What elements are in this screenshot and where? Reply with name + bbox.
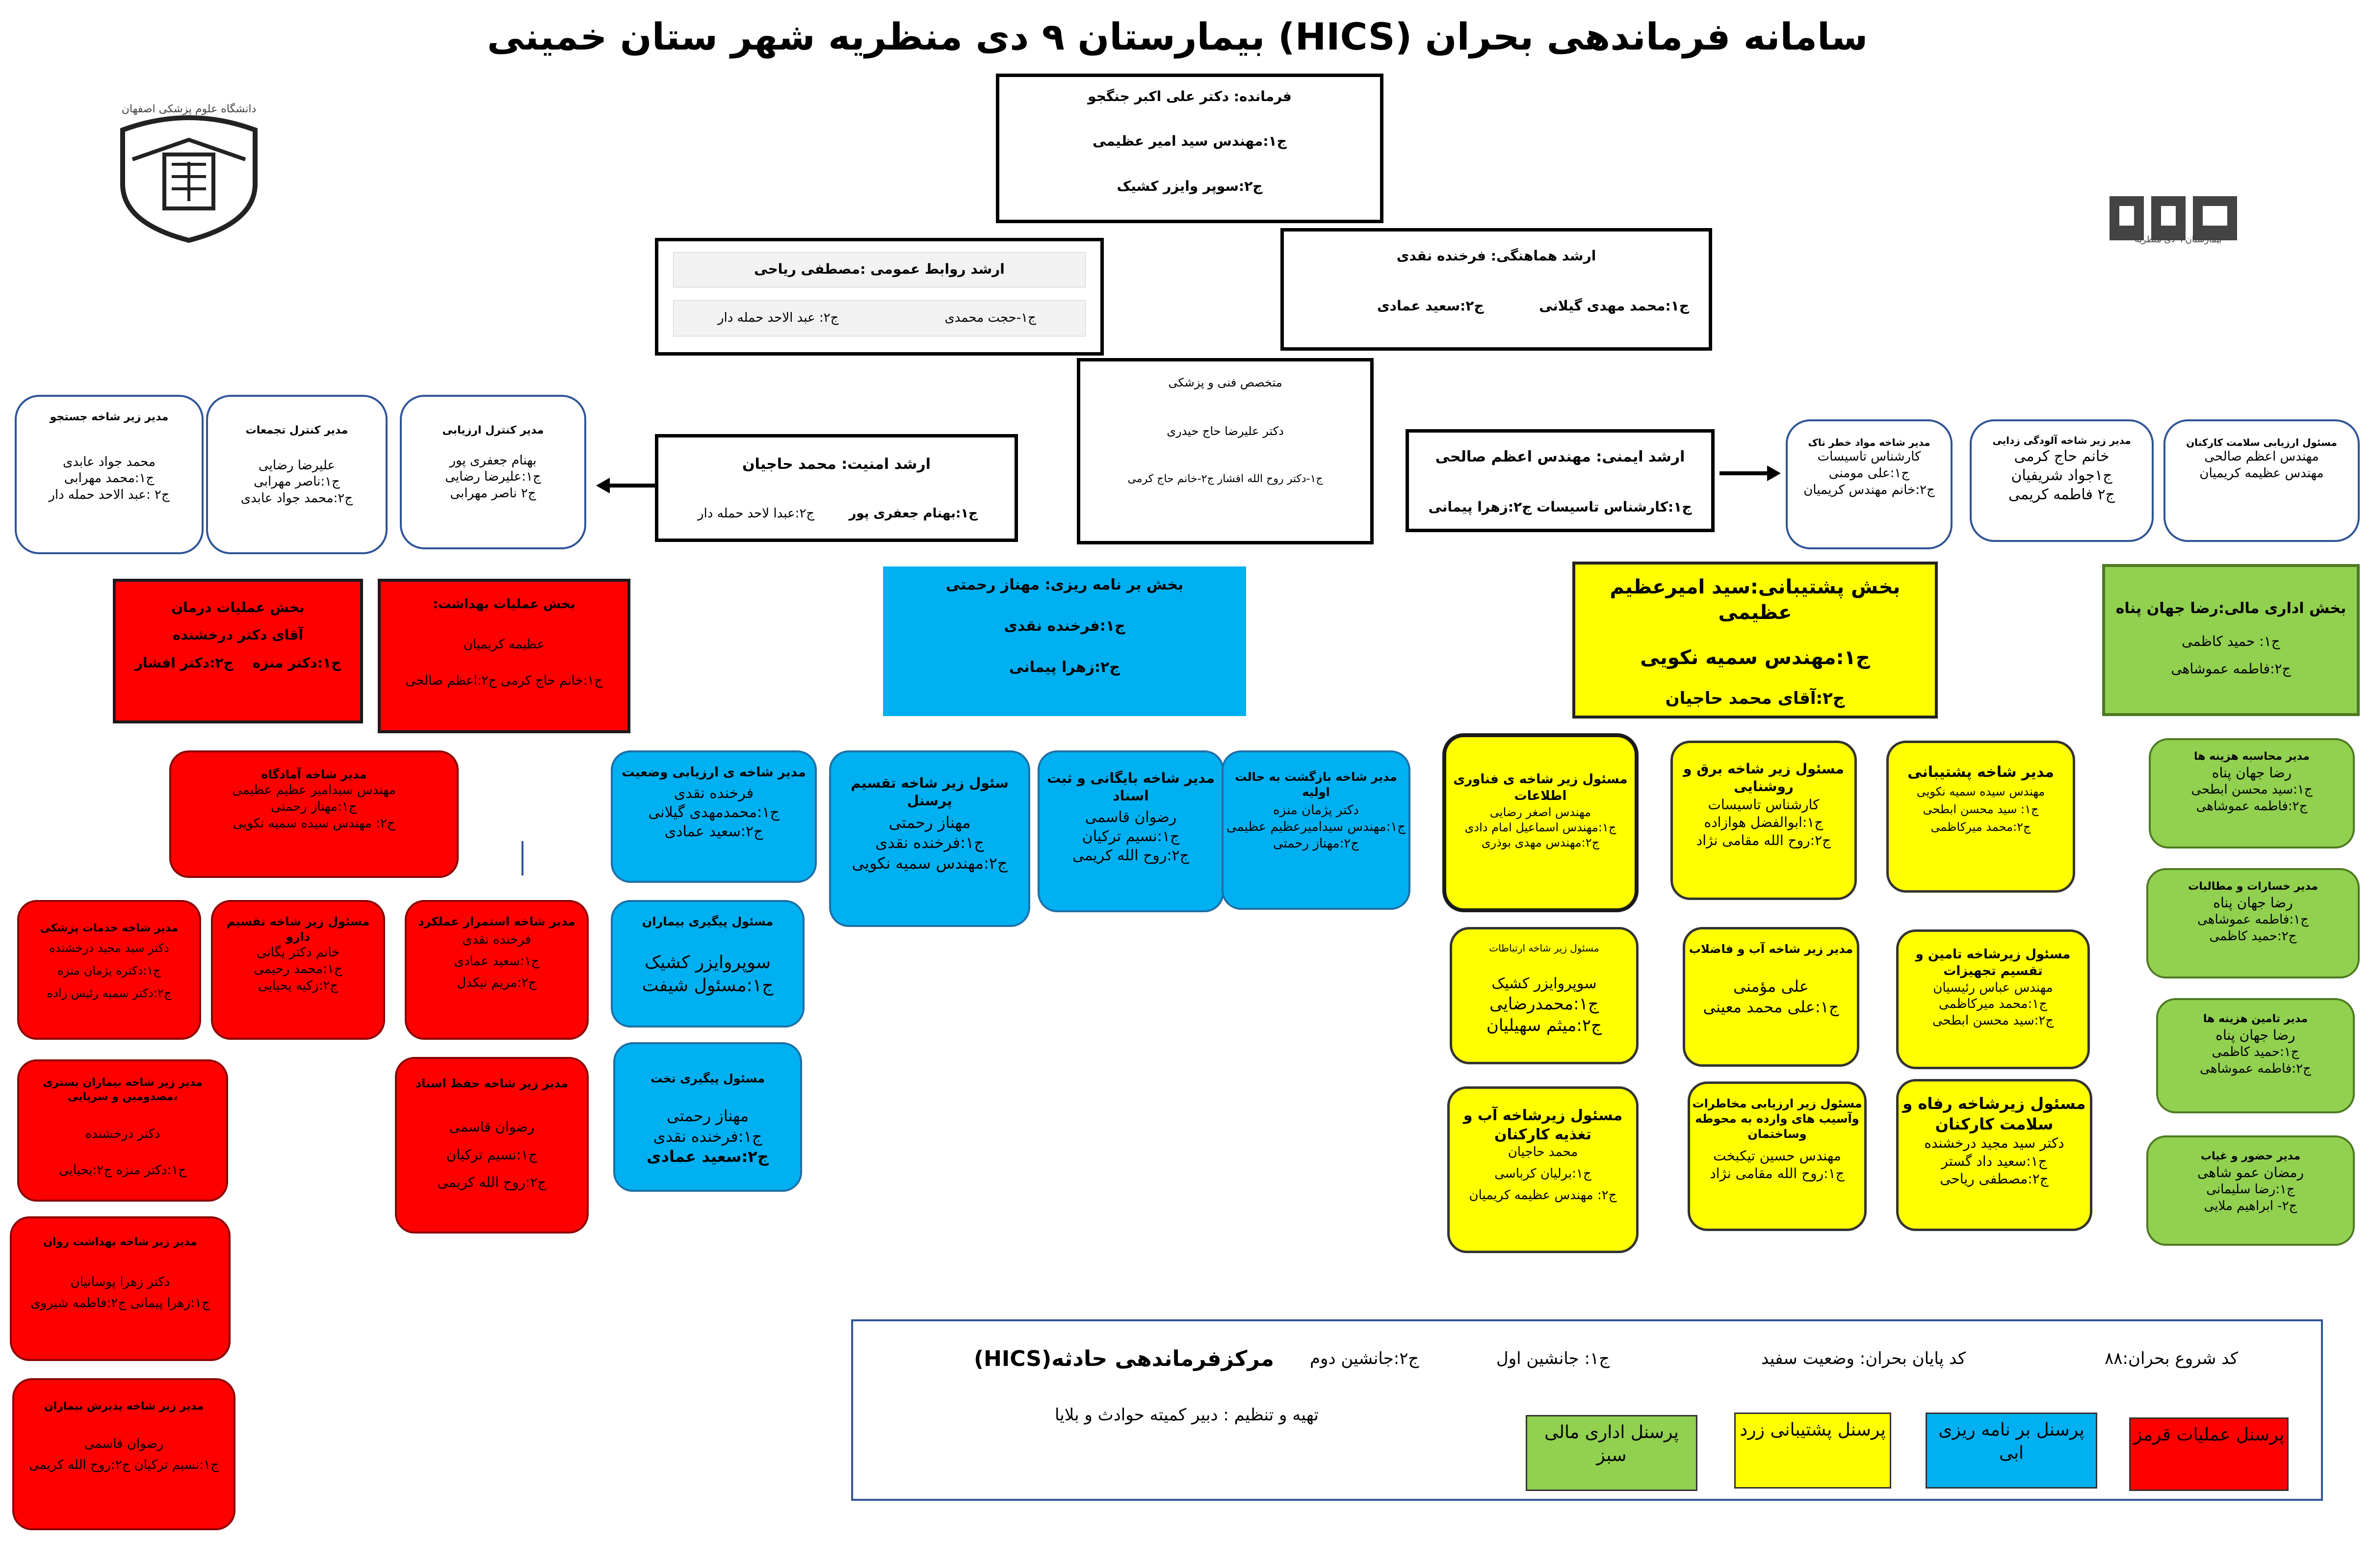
search-subbranch-box bbox=[15, 395, 204, 554]
legend-deputy-2: ج۲:جانشین دوم bbox=[1310, 1349, 1419, 1368]
box-line-3: ج۲:فاطمه عموشاهی bbox=[2196, 798, 2308, 814]
box-line-3: ج۲:مهندس مهدی بوذری bbox=[1481, 835, 1600, 849]
box-line-2: ج۱:مسئول شیفت bbox=[642, 975, 774, 996]
box-line-1: فرخنده نقدی bbox=[674, 784, 754, 802]
public-relations-deputies-bar bbox=[673, 300, 1086, 336]
safety-box bbox=[1406, 429, 1715, 532]
green-box-cost-funding bbox=[2156, 998, 2355, 1113]
box-line-1: مهناز رحمتی bbox=[667, 1106, 749, 1126]
box-title: مدیر کنترل تجمعات bbox=[245, 424, 348, 437]
box-line-3: ج۲:زکیه یحیایی bbox=[258, 978, 339, 993]
box-line-2: ج۱:دکتره پژمان منزه bbox=[57, 963, 161, 977]
box-title: مسئول زیر ارزیابی مخاطرات وآسیب های وارده به محوطه وساختمان bbox=[1692, 1097, 1862, 1141]
legend-admin bbox=[1526, 1415, 1697, 1491]
medical-specialist-box bbox=[1077, 358, 1374, 544]
section-title: بخش پشتیبانی:سید امیرعظیم عظیمی bbox=[1610, 576, 1901, 624]
box-line-2: ج۱:برلیان کرباسی bbox=[1494, 1166, 1591, 1181]
box-line-1: دکتر پژمان منزه bbox=[1273, 803, 1359, 818]
box-title: مدیر زیر شاخه بیماران بستری ،مصدومین و سرپایی bbox=[43, 1077, 203, 1103]
section-deputies: ج۱:خانم حاج کرمی ج۲:اعظم صالحی bbox=[405, 673, 603, 688]
legend-deputy-1: ج۱: جانشین اول bbox=[1496, 1349, 1610, 1368]
red-box-continuity bbox=[405, 900, 589, 1040]
commander-deputy-2: ج۲:سوپر وایزر کشیک bbox=[1117, 178, 1263, 194]
box-title: مدیر تامین هزینه ها bbox=[2203, 1013, 2308, 1025]
box-title: مسئول زیر شاخه تقسیم دارو bbox=[226, 915, 370, 944]
red-box-patient-admission bbox=[12, 1378, 235, 1530]
box-line-2: ج۱:محمد میرکاظمی bbox=[1939, 997, 2047, 1012]
yellow-box-electricity bbox=[1670, 741, 1857, 900]
box-title: مدیر محاسبه هزینه ها bbox=[2194, 750, 2310, 763]
section-head: عظیمه کریمیان bbox=[463, 637, 545, 652]
box-title: مسئول زیرشاخه رفاه و سلامت کارکنان bbox=[1902, 1094, 2086, 1133]
blue-box-bed-tracking bbox=[613, 1042, 802, 1192]
box-title: مدیر زیر شاخه پذیرش بیماران bbox=[44, 1400, 204, 1413]
box-line-2: ج۱:مهندس اسماعیل امام دادی bbox=[1464, 820, 1616, 834]
box-line-2: ج۱:فرخنده نقدی bbox=[875, 833, 984, 852]
box-line-3: ج۲ ناصر مهرابی bbox=[450, 486, 536, 501]
public-relations-title: ارشد روابط عمومی :مصطفی ریاحی bbox=[754, 261, 1005, 277]
box-line-1: علیرضا رضایی bbox=[258, 458, 336, 473]
yellow-box-it bbox=[1442, 733, 1639, 912]
red-box-inpatients bbox=[17, 1059, 228, 1202]
box-title: مدیر شاخه مواد خطر ناک bbox=[1808, 437, 1930, 448]
box-line-2: ج۱:سعید داد گستر bbox=[1941, 1153, 2047, 1169]
box-line-3: ج۲: مهندس سیده سمیه نکویی bbox=[233, 816, 395, 831]
box-line-2: ج۱:نسیم ترکیان bbox=[1082, 827, 1180, 845]
box-line-2: ج۱:روح الله مقامی نژاد bbox=[1710, 1165, 1845, 1182]
box-title: مدیر شاخه آمادگاه bbox=[261, 768, 367, 781]
admin-finance-section bbox=[2102, 564, 2360, 716]
section-deputy-2: ج۲:دکتر افشار bbox=[134, 654, 234, 671]
box-line-1: دکتر درخشنده bbox=[85, 1127, 160, 1142]
box-title: مدیر شاخه پشتیبانی bbox=[1907, 764, 2054, 781]
box-title: مسئول زیرشاخه آب و تغذیه کارکنان bbox=[1463, 1107, 1623, 1143]
box-title: مسئول پیگیری تخت bbox=[651, 1072, 765, 1085]
box-line-3: ج۲:روح الله کریمی bbox=[437, 1174, 547, 1190]
box-line-2: ج۱:فاطمه عموشاهی bbox=[2197, 912, 2309, 927]
box-line-2: ج۱:نسیم ترکیان ج۲:روح الله کریمی bbox=[29, 1458, 219, 1473]
medical-specialist-title: متخصص فنی و پزشکی bbox=[1168, 376, 1282, 389]
box-title: مسئول ارزیابی سلامت کارکنان bbox=[2186, 437, 2337, 448]
legend-planning bbox=[1926, 1413, 2097, 1489]
box-title: مسئول زیرشاخه تامین و تقسیم تجهیزات bbox=[1915, 947, 2071, 978]
support-section bbox=[1572, 562, 1938, 719]
section-deputies bbox=[116, 654, 360, 672]
box-line-3: ج۲:فاطمه عموشاهی bbox=[2200, 1061, 2311, 1076]
red-box-document-preservation bbox=[395, 1057, 589, 1234]
red-box-drug-distribution bbox=[211, 900, 385, 1040]
box-line-1: مهندس اعظم صالحی bbox=[2204, 449, 2319, 464]
yellow-box-communications bbox=[1450, 927, 1639, 1064]
red-box-staging bbox=[169, 750, 459, 878]
box-title: مسئول زیر شاخه ارتباطات bbox=[1489, 942, 1599, 954]
decontamination-box bbox=[1970, 419, 2154, 542]
health-operations-section bbox=[378, 579, 630, 733]
public-relations-title-bar bbox=[673, 252, 1086, 287]
page-title: سامانه فرماندهی بحران (HICS) بیمارستان ۹ دی منظریه شهر ستان خمینی bbox=[487, 15, 1868, 58]
box-line-3: ج۲:محمد میرکاظمی bbox=[1930, 820, 2031, 834]
box-title: مسئول زیر شاخه برق و روشنایی bbox=[1683, 761, 1844, 795]
legend-center-title: مرکزفرماندهی حادثه(HICS) bbox=[974, 1346, 1275, 1371]
section-title: بخش عملیات بهداشت: bbox=[433, 597, 575, 612]
box-line-3: ج۲:سعید عمادی bbox=[647, 1147, 769, 1166]
hazmat-branch-box bbox=[1786, 419, 1953, 549]
box-line-2: ج۱:محمدمهدی گیلانی bbox=[648, 803, 780, 821]
box-line-2: ج۱:ابوالفضل هوازاده bbox=[1704, 814, 1824, 831]
box-title: مدیر شاخه بایگانی و ثبت اسناد bbox=[1047, 770, 1215, 804]
public-relations-deputy-2: ج۲: عبد الاحد حمله دار bbox=[718, 310, 839, 325]
box-line-3: ج۲:مریم نیکدل bbox=[457, 975, 537, 990]
box-line-2: ج۱:سعید عمادی bbox=[454, 953, 540, 969]
coordination-title: ارشد هماهنگی: فرخنده نقدی bbox=[1396, 248, 1596, 264]
green-box-cost-calculation bbox=[2149, 738, 2355, 848]
box-line-3: ج۲:دکتر سمیه رئیس زاده bbox=[47, 986, 172, 1000]
box-title: مدیر شاخه بازگشت به حالت اولیه bbox=[1235, 770, 1397, 799]
box-line-3: ج۲:سید محسن ابطحی bbox=[1932, 1013, 2054, 1028]
box-line-1: خانم حاج کرمی bbox=[2014, 448, 2110, 465]
legend-admin-label: پرسنل اداری مالی سبز bbox=[1544, 1422, 1679, 1465]
box-line-3: ج۲- ابراهیم ملایی bbox=[2204, 1198, 2297, 1213]
legend-support-label: پرسنل پشتیبانی زرد bbox=[1740, 1420, 1886, 1440]
box-line-3: ج۲ :عبد الاحد حمله دار bbox=[49, 488, 170, 503]
blue-box-situation-assessment bbox=[611, 750, 817, 883]
box-title: مسئول زیر شاخه ی فناوری اطلاعات bbox=[1453, 772, 1628, 803]
box-line-1: رضوان قاسمی bbox=[1085, 808, 1177, 826]
staff-health-evaluation-box bbox=[2163, 419, 2360, 542]
section-title: بخش بر نامه ریزی: مهناز رحمتی bbox=[945, 576, 1184, 593]
box-line-3: ج۲:محمد جواد عابدی bbox=[240, 491, 353, 506]
blue-box-patient-tracking bbox=[611, 900, 805, 1028]
box-title: مدیر زیر شاخه آب و فاضلاب bbox=[1689, 942, 1853, 956]
section-head: آقای دکتر درخشنده bbox=[172, 627, 304, 643]
box-line-1: رضا جهان پناه bbox=[2212, 764, 2292, 781]
yellow-box-staff-welfare bbox=[1896, 1079, 2092, 1231]
box-line-1: کارشناس تاسیسات bbox=[1817, 449, 1921, 464]
section-deputy-1: ج۱:مهندس سمیه نکویی bbox=[1640, 646, 1870, 669]
box-line-2: ج۱:محمد مهرابی bbox=[64, 471, 155, 486]
box-title: مدیر خسارات و مطالبات bbox=[2188, 880, 2318, 893]
box-line-3: ج۲:حمید کاظمی bbox=[2209, 928, 2297, 944]
yellow-box-water-sewage bbox=[1683, 927, 1859, 1067]
green-box-attendance bbox=[2146, 1135, 2355, 1246]
box-line-1: کارشناس تاسیسات bbox=[1708, 796, 1820, 813]
box-line-1: فرخنده نقدی bbox=[462, 932, 531, 948]
commander-name: فرمانده: دکتر علی اکبر جنگجو bbox=[1088, 88, 1292, 104]
legend-operations-label: پرسنل عملیات قرمز bbox=[2133, 1425, 2285, 1445]
legend-end-code: کد پایان بحران: وضعیت سفید bbox=[1761, 1349, 1966, 1368]
box-line-3: ج۲ فاطمه کریمی bbox=[2008, 486, 2115, 503]
box-line-1: رضا جهان پناه bbox=[2215, 1027, 2295, 1043]
box-line-1: رضوان قاسمی bbox=[84, 1436, 164, 1451]
blue-box-archive bbox=[1038, 750, 1224, 912]
box-line-1: محمد جواد عابدی bbox=[63, 454, 156, 469]
connector-line bbox=[521, 841, 523, 875]
yellow-box-equipment bbox=[1896, 929, 2090, 1069]
box-line-1: رضوان قاسمی bbox=[449, 1119, 535, 1135]
red-box-mental-health bbox=[10, 1216, 231, 1361]
box-line-1: بهنام جعفری پور bbox=[449, 453, 537, 468]
security-deputy-2: ج۲:عبدا لاحد حمله دار bbox=[698, 506, 815, 521]
box-line-3: ج۲:مهناز رحمتی bbox=[1273, 836, 1359, 851]
planning-section bbox=[883, 566, 1246, 716]
box-line-3: ج۲:مصطفی ریاحی bbox=[1940, 1170, 2049, 1187]
crowd-control-box bbox=[206, 395, 388, 554]
section-title: بخش اداری مالی:رضا جهان پناه bbox=[2115, 600, 2346, 617]
box-line-1: مهندس اصغر رضایی bbox=[1489, 805, 1591, 819]
hospital-logo-caption: بیمارستان ۹ دی منظریه bbox=[2135, 234, 2222, 245]
box-line-2: ج۱:علی محمد معینی bbox=[1703, 997, 1839, 1016]
box-title: مدیر شاخه ی ارزیابی وضعیت bbox=[622, 765, 806, 780]
box-line-2: ج۱:حمید کاظمی bbox=[2212, 1044, 2299, 1059]
legend-operations bbox=[2129, 1417, 2289, 1491]
legend-start-code: کد شروع بحران:۸۸ bbox=[2105, 1349, 2239, 1368]
box-title: مدیر زیر شاخه حفظ اسناد bbox=[415, 1077, 569, 1090]
box-line-3: ج۲:خانم مهندس کریمیان bbox=[1803, 482, 1935, 497]
box-line-2: ج۱:محمد رحیمی bbox=[254, 962, 342, 977]
box-title: مدیر زیر شاخه جستجو bbox=[50, 411, 169, 423]
coordination-deputy-1: ج۱:محمد مهدی گیلانی bbox=[1539, 298, 1689, 314]
box-line-1: مهندس حسین تیکبخت bbox=[1713, 1147, 1841, 1164]
blue-box-staff-allocation bbox=[829, 750, 1030, 927]
box-line-1: رضا جهان پناه bbox=[2213, 894, 2293, 911]
box-title: مدیر کنترل ارزیابی bbox=[442, 424, 544, 437]
section-deputy-1: ج۱:فرخنده نقدی bbox=[1004, 617, 1125, 635]
coordination-deputy-2: ج۲:سعید عمادی bbox=[1377, 298, 1484, 314]
commander-box bbox=[996, 74, 1383, 223]
commander-deputy-1: ج۱:مهندس سید امیر عظیمی bbox=[1093, 133, 1287, 150]
security-box bbox=[655, 434, 1018, 542]
box-line-1: سوپروایزر کشیک bbox=[644, 952, 771, 973]
box-line-2: ج۱:سید محسن ابطحی bbox=[2191, 782, 2313, 797]
safety-title: ارشد ایمنی: مهندس اعظم صالحی bbox=[1435, 448, 1685, 465]
box-line-3: ج۲:روح الله مقامی نژاد bbox=[1696, 832, 1831, 848]
box-line-1: دکتر سید مجید درخشنده bbox=[1924, 1135, 2064, 1152]
box-line-3: ج۲:روح الله کریمی bbox=[1072, 847, 1190, 864]
box-line-1: دکتر سید مجید درخشنده bbox=[49, 941, 169, 955]
public-relations-deputy-1: ج۱-حجت محمدی bbox=[944, 310, 1036, 325]
legend-planning-label: پرسنل بر نامه ریزی ابی bbox=[1938, 1420, 2084, 1463]
section-deputy-2: ج۲:زهرا پیمانی bbox=[1009, 659, 1120, 676]
safety-deputy-2: ج۲:زهرا پیمانی bbox=[1428, 499, 1532, 515]
box-line-1: علی مؤمنی bbox=[1733, 977, 1809, 996]
security-title: ارشد امنیت: محمد حاجیان bbox=[742, 456, 931, 473]
box-line-2: ج۱:علی مومنی bbox=[1828, 465, 1910, 481]
yellow-box-hazard-assessment bbox=[1688, 1081, 1867, 1231]
box-line-2: ج۱:مهندس سیدامیرعظیم عظیمی bbox=[1226, 820, 1406, 835]
box-line-1: مهندس سیدامیر عظیم عظیمی bbox=[232, 783, 396, 798]
box-line-1: رمضان عمو شاهی bbox=[2197, 1164, 2304, 1181]
legend-support bbox=[1734, 1413, 1891, 1489]
box-line-2: ج۱:ناصر مهرابی bbox=[254, 474, 340, 489]
medical-specialist-name: دکتر علیرضا حاج حیدری bbox=[1167, 424, 1284, 438]
box-line-2: مهندس عظیمه کریمیان bbox=[2199, 465, 2324, 481]
box-line-1: مهناز رحمتی bbox=[888, 813, 971, 832]
box-line-1: مهندس سیده سمیه نکویی bbox=[1916, 785, 2045, 798]
arrow-right-icon bbox=[1720, 463, 1781, 483]
section-title: بخش عملیات درمان bbox=[171, 599, 305, 616]
box-line-2: ج۱:نسیم ترکیان bbox=[446, 1146, 538, 1163]
box-line-2: ج۱:دکتر منزه ج۲:یحیایی bbox=[58, 1162, 187, 1178]
box-line-1: سوپروایزر کشیک bbox=[1491, 975, 1597, 992]
section-deputy-2: ج۲:آقای محمد حاجیان bbox=[1665, 689, 1845, 708]
yellow-box-nutrition bbox=[1447, 1086, 1639, 1253]
box-line-2: ج۱:زهرا پیمانی ج۲:فاطمه شیروی bbox=[30, 1296, 210, 1311]
section-deputy-2: ج۲:فاطمه عموشاهی bbox=[2171, 661, 2291, 677]
safety-deputies bbox=[1409, 498, 1711, 516]
box-title: مسئول پیگیری بیماران bbox=[642, 915, 774, 928]
evaluation-control-box bbox=[400, 395, 586, 549]
security-deputy-1: ج۱:بهنام جعفری پور bbox=[849, 506, 978, 521]
box-line-2: ج۱:علیرضا رضایی bbox=[445, 469, 541, 485]
coordination-box bbox=[1280, 228, 1712, 351]
medical-specialist-deputies: ج۱-دکتر روح الله افشار ج۲-خانم حاج کرمی bbox=[1127, 473, 1323, 486]
box-line-3: ج۲:سعید عمادی bbox=[664, 823, 763, 840]
box-line-3: ج۲: مهندس عظیمه کریمیان bbox=[1469, 1187, 1617, 1203]
box-line-1: دکتر زهرا پوسانیان bbox=[70, 1274, 170, 1289]
box-line-1: خانم دکتر یگانی bbox=[256, 945, 340, 960]
section-deputy-1: ج۱: حمید کاظمی bbox=[2182, 633, 2280, 649]
box-title: مدیر شاخه استمرار عملکرد bbox=[418, 915, 575, 928]
box-line-2: ج۱:محمدرضایی bbox=[1489, 994, 1599, 1014]
box-line-2: ج۱:رضا سلیمانی bbox=[2206, 1182, 2295, 1197]
box-line-1: مهندس عباس رئیسیان bbox=[1933, 980, 2053, 995]
public-relations-box bbox=[655, 238, 1104, 356]
arrow-left-icon bbox=[596, 476, 655, 495]
box-title: مدیر زیر شاخه آلودگی زدایی bbox=[1992, 435, 2131, 446]
box-line-2: ج۱:مهناز رحمتی bbox=[271, 799, 357, 814]
box-line-1: محمد حاجیان bbox=[1508, 1145, 1578, 1159]
box-line-3: ج۲:میثم سهیلیان bbox=[1486, 1016, 1602, 1036]
box-title: مدیر حضور و غیاب bbox=[2200, 1150, 2301, 1162]
treatment-operations-section bbox=[113, 579, 363, 723]
box-title: مدیر زیر شاخه بهداشت روان bbox=[43, 1236, 197, 1248]
box-line-2: ج۱جواد شریفیان bbox=[2011, 467, 2112, 484]
green-box-damages-claims bbox=[2146, 868, 2360, 978]
box-title: سئول زیر شاخه تقسیم پرسنل bbox=[851, 775, 1009, 809]
section-deputy-1: ج۱:دکتر منزه bbox=[252, 654, 341, 671]
blue-box-recovery bbox=[1222, 750, 1410, 910]
safety-deputy-1: ج۱:کارشناس تاسیسات bbox=[1537, 499, 1692, 515]
university-logo-caption: دانشگاه علوم پزشکی اصفهان bbox=[121, 103, 257, 115]
box-line-3: ج۲:مهندس سمیه نکویی bbox=[852, 853, 1008, 873]
box-title: مدیر شاخه خدمات پزشکی bbox=[40, 922, 179, 934]
yellow-box-support-branch bbox=[1886, 741, 2075, 893]
box-line-2: ج۱: سید محسن ابطحی bbox=[1923, 802, 2039, 817]
legend-prepared-by: تهیه و تنظیم : دبیر کمیته حوادث و بلایا bbox=[1055, 1405, 1319, 1425]
box-line-2: ج۱:فرخنده نقدی bbox=[653, 1127, 762, 1146]
red-box-medical-services bbox=[17, 900, 201, 1040]
